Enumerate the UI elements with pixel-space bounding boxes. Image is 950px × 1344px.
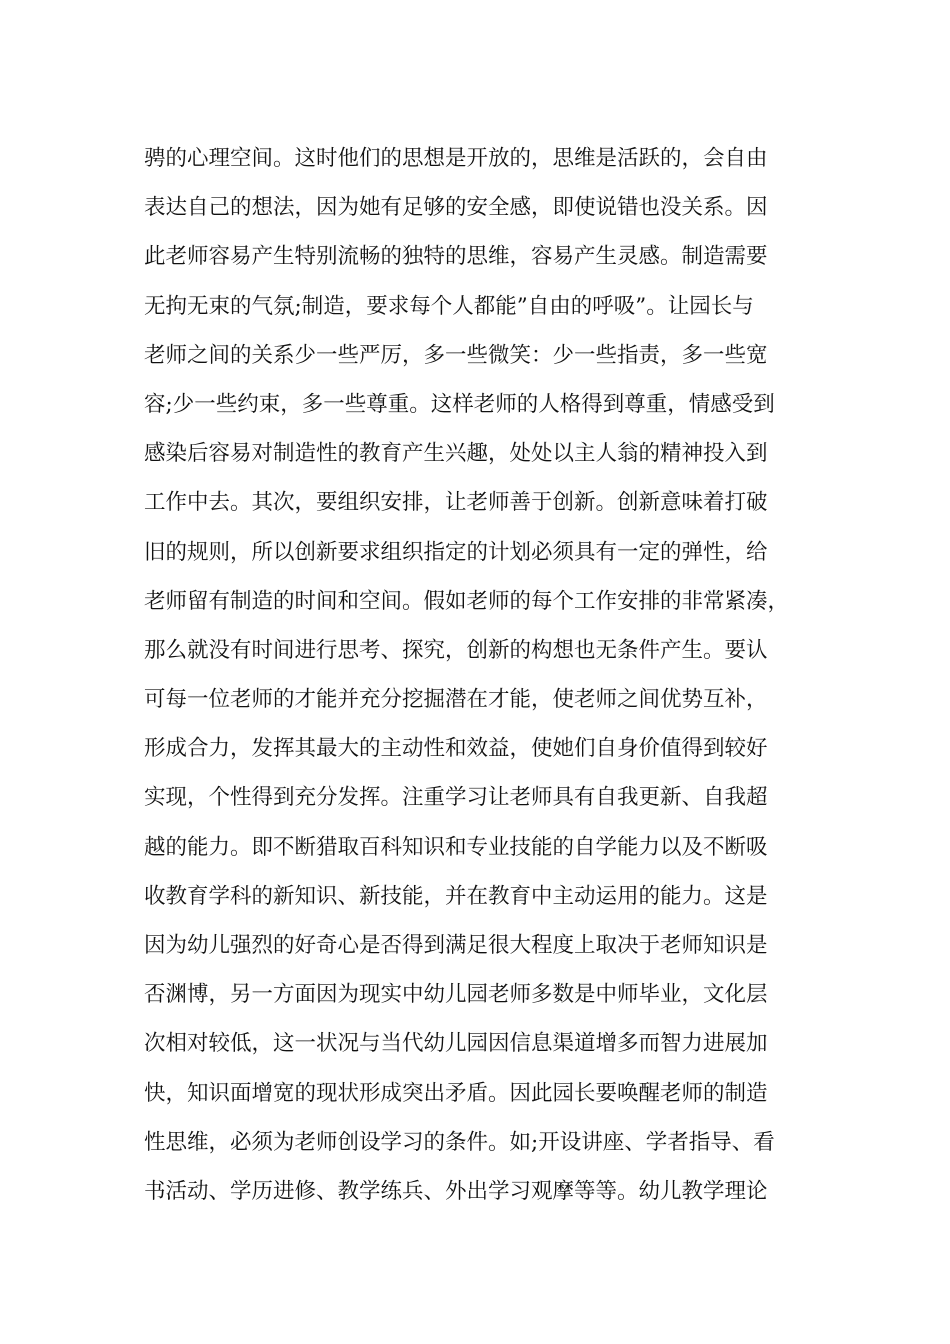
text-line: 快，知识面增宽的现状形成突出矛盾。因此园长要唤醒老师的制造	[144, 1080, 768, 1106]
text-line: 容;少一些约束，多一些尊重。这样老师的人格得到尊重，情感受到	[144, 391, 775, 417]
text-line: 老师留有制造的时间和空间。假如老师的每个工作安排的非常紧凑，	[144, 588, 790, 614]
text-line: 越的能力。即不断猎取百科知识和专业技能的自学能力以及不断吸	[144, 834, 768, 860]
text-line: 可每一位老师的才能并充分挖掘潜在才能，使老师之间优势互补，	[144, 687, 768, 713]
text-line: 骋的心理空间。这时他们的思想是开放的，思维是活跃的，会自由	[144, 146, 768, 171]
text-line: 次相对较低，这一状况与当代幼儿园因信息渠道增多而智力进展加	[144, 1031, 768, 1057]
text-line: 因为幼儿强烈的好奇心是否得到满足很大程度上取决于老师知识是	[144, 933, 768, 958]
text-line: 书活动、学历进修、教学练兵、外出学习观摩等等。幼儿教学理论	[144, 1178, 768, 1204]
text-line: 那么就没有时间进行思考、探究，创新的构想也无条件产生。要认	[144, 637, 768, 663]
text-line: 性思维，必须为老师创设学习的条件。如;开设讲座、学者指导、看	[144, 1129, 775, 1155]
text-line: 无拘无束的气氛;制造，要求每个人都能”自由的呼吸”。让园长与	[144, 293, 754, 319]
text-line: 形成合力，发挥其最大的主动性和效益，使她们自身价值得到较好	[144, 736, 768, 762]
text-line: 实现，个性得到充分发挥。注重学习让老师具有自我更新、自我超	[144, 785, 768, 811]
body-text	[144, 134, 844, 1216]
text-line: 收教育学科的新知识、新技能，并在教育中主动运用的能力。这是	[144, 883, 768, 909]
text-line: 此老师容易产生特别流畅的独特的思维，容易产生灵感。制造需要	[144, 244, 768, 270]
text-line: 旧的规则，所以创新要求组织指定的计划必须具有一定的弹性，给	[144, 539, 768, 565]
text-line: 感染后容易对制造性的教育产生兴趣，处处以主人翁的精神投入到	[144, 441, 768, 467]
text-line: 老师之间的关系少一些严厉，多一些微笑：少一些指责，多一些宽	[144, 342, 768, 368]
text-line: 否渊博，另一方面因为现实中幼儿园老师多数是中师毕业，文化层	[144, 982, 768, 1008]
text-line: 工作中去。其次，要组织安排，让老师善于创新。创新意味着打破	[144, 490, 768, 516]
text-line: 表达自己的想法，因为她有足够的安全感，即使说错也没关系。因	[144, 195, 768, 221]
